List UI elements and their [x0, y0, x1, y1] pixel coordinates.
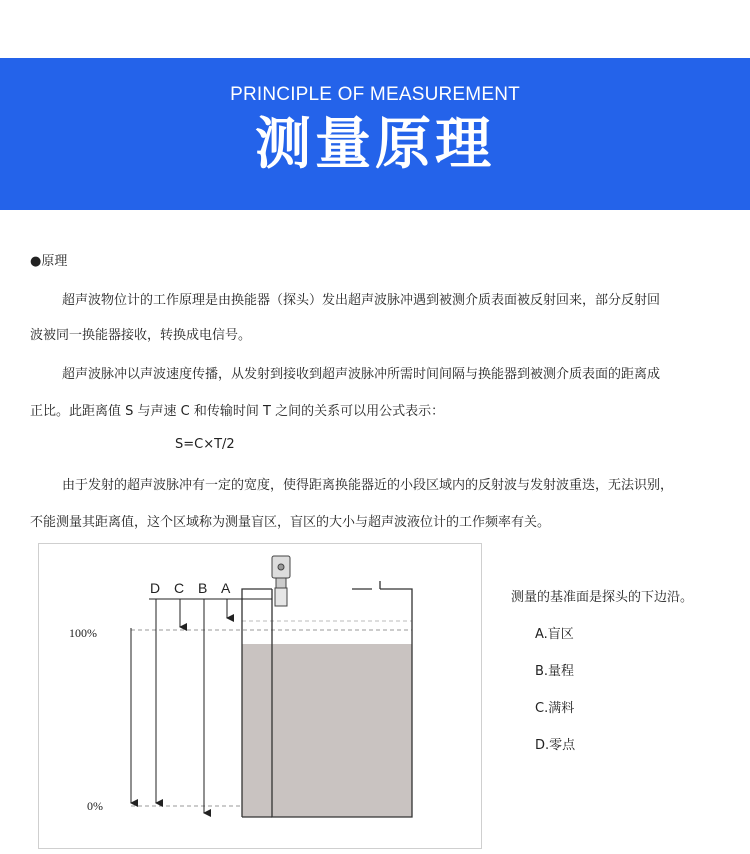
letter-c: C — [174, 580, 185, 596]
probe-icon — [272, 556, 290, 606]
formula: S=C×T/2 — [175, 437, 235, 452]
measurement-diagram — [38, 543, 482, 849]
letter-b: B — [198, 580, 208, 596]
header-banner — [0, 58, 750, 210]
letter-d: D — [150, 580, 161, 596]
legend-item-d: D.零点 — [535, 738, 576, 753]
label-0-percent: 0% — [87, 799, 103, 813]
liquid-fill — [242, 644, 412, 817]
section-heading: ●原理 — [30, 254, 68, 269]
paragraph-3-line-2: 不能测量其距离值，这个区域称为测量盲区，盲区的大小与超声波液位计的工作频率有关。 — [30, 515, 551, 530]
paragraph-1-line-2: 波被同一换能器接收，转换成电信号。 — [30, 328, 252, 343]
legend-item-b: B.量程 — [535, 664, 575, 679]
legend-title: 测量的基准面是探头的下边沿。 — [511, 590, 694, 605]
diagram-svg — [39, 544, 483, 850]
legend-item-c: C.满料 — [535, 701, 575, 716]
paragraph-3-line-1: 由于发射的超声波脉冲有一定的宽度，使得距离换能器近的小段区域内的反射波与发射波重迭，无法识别， — [62, 478, 674, 493]
banner-title: 测量原理 — [255, 112, 495, 177]
paragraph-1-line-1: 超声波物位计的工作原理是由换能器（探头）发出超声波脉冲遇到被测介质表面被反射回来，部分反射回 — [62, 293, 661, 308]
banner-subtitle: PRINCIPLE OF MEASUREMENT — [230, 84, 520, 105]
legend-item-a: A.盲区 — [535, 627, 574, 642]
paragraph-2-line-2: 正比。此距离值 S 与声速 C 和传输时间 T 之间的关系可以用公式表示： — [30, 404, 445, 419]
letter-a: A — [221, 580, 231, 596]
paragraph-2-line-1: 超声波脉冲以声波速度传播，从发射到接收到超声波脉冲所需时间间隔与换能器到被测介质表面的距离成 — [62, 367, 661, 382]
label-100-percent: 100% — [69, 626, 97, 640]
